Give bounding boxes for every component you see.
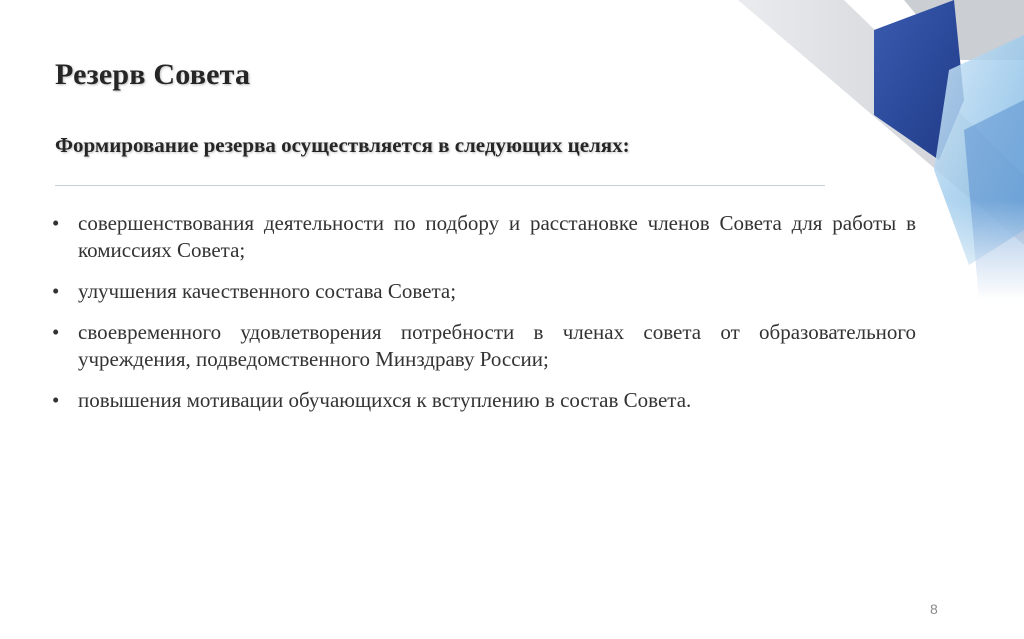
slide-subtitle: Формирование резерва осуществляется в следующих целях: (55, 133, 630, 157)
bullet-item (52, 210, 916, 264)
page-number: 8 (930, 601, 938, 617)
bullet-text: своевременного удовлетворения потребности в членах совета от образовательного учреждения, подведомственного Минздраву России; (78, 320, 916, 371)
bullet-marker: • (52, 279, 60, 303)
divider-line (55, 185, 825, 186)
bullet-text: повышения мотивации обучающихся к вступлению в состав Совета. (78, 388, 692, 412)
bullet-list (52, 210, 916, 428)
bullet-item (52, 319, 916, 373)
bullet-item (52, 387, 916, 414)
bullet-marker: • (52, 320, 60, 344)
bullet-text: совершенствования деятельности по подбору и расстановке членов Совета для работы в комиссиях Совета; (78, 211, 916, 262)
slide-title: Резерв Совета (55, 58, 251, 91)
bullet-marker: • (52, 388, 60, 412)
bullet-marker: • (52, 211, 60, 235)
bullet-text: улучшения качественного состава Совета; (78, 279, 457, 303)
bullet-item (52, 278, 916, 305)
